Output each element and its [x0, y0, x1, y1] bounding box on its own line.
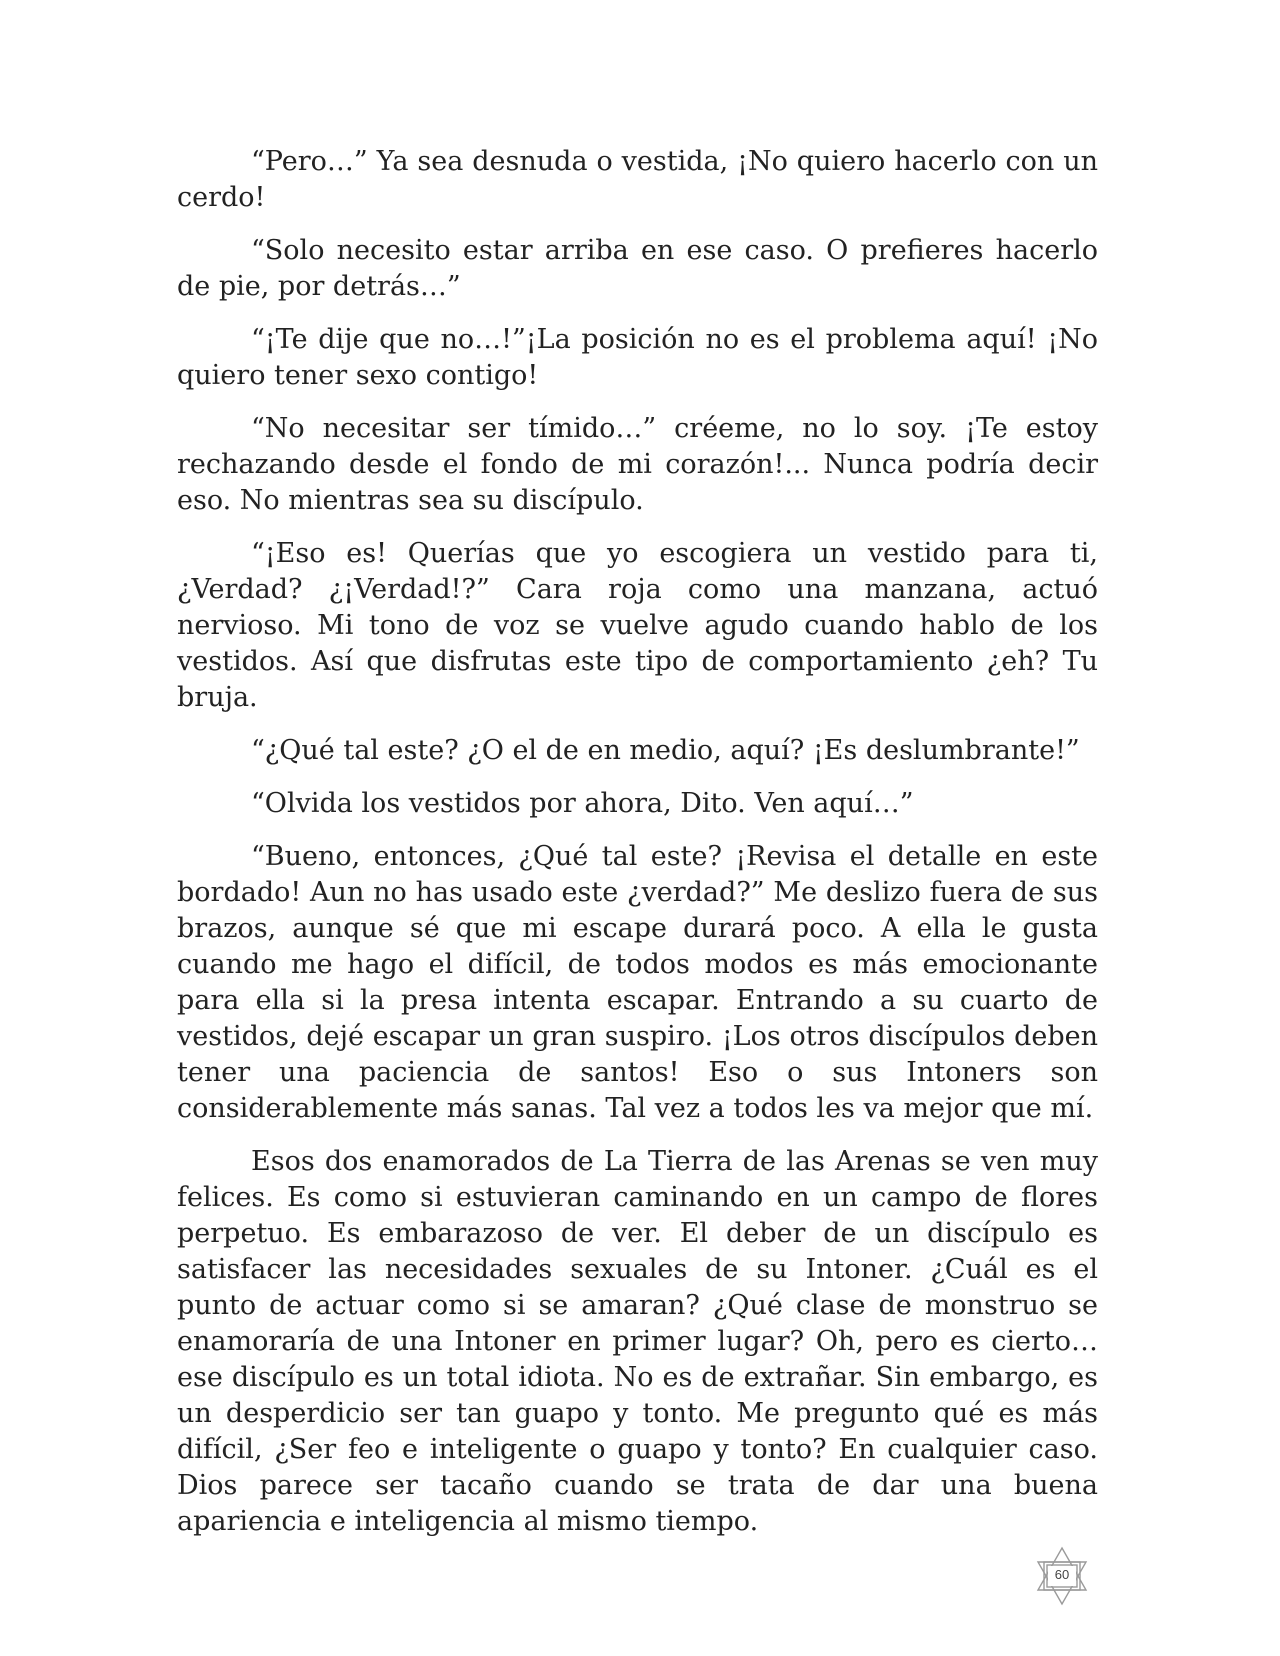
page-number: 60 [1054, 1567, 1070, 1582]
paragraph-1: “Pero…” Ya sea desnuda o vestida, ¡No quiero hacerlo con un cerdo! [177, 146, 1098, 213]
paragraph-9: Esos dos enamorados de La Tierra de las Arenas se ven muy felices. Es como si estuvieran caminando en un campo de flores perpetuo. Es embarazoso de ver. El deber de un discípulo es satisfacer las necesidades sexuales de su Intoner. ¿Cuál es el punto de actuar como si se amaran? ¿Qué clase de monstruo se enamoraría de una Intoner en primer lugar? Oh, pero es cierto… ese discípulo es un total idiota. No es de extrañar. Sin embargo, es un desperdicio ser tan guapo y tonto. Me pregunto qué es más difícil, ¿Ser feo e inteligente o guapo y tonto? En cualquier caso. Dios parece ser tacaño cuando se trata de dar una buena apariencia e inteligencia al mismo tiempo. [177, 1146, 1098, 1537]
paragraph-2: “Solo necesito estar arriba en ese caso. O prefieres hacerlo de pie, por detrás…” [177, 235, 1098, 302]
paragraph-4: “No necesitar ser tímido…” créeme, no lo soy. ¡Te estoy rechazando desde el fondo de mi corazón!... Nunca podría decir eso. No mientras sea su discípulo. [177, 413, 1098, 516]
body-text [177, 144, 1098, 1557]
paragraph-7: “Olvida los vestidos por ahora, Dito. Ven aquí…” [251, 788, 914, 819]
paragraph-3: “¡Te dije que no…!”¡La posición no es el problema aquí! ¡No quiero tener sexo contigo! [177, 324, 1098, 391]
paragraph-6: “¿Qué tal este? ¿O el de en medio, aquí? ¡Es deslumbrante!” [251, 735, 1080, 766]
page-number-badge [1031, 1545, 1093, 1607]
paragraph-8: “Bueno, entonces, ¿Qué tal este? ¡Revisa el detalle en este bordado! Aun no has usado este ¿verdad?” Me deslizo fuera de sus brazos, aunque sé que mi escape durará poco. A ella le gusta cuando me hago el difícil, de todos modos es más emocionante para ella si la presa intenta escapar. Entrando a su cuarto de vestidos, dejé escapar un gran suspiro. ¡Los otros discípulos deben tener una paciencia de santos! Eso o sus Intoners son considerablemente más sanas. Tal vez a todos les va mejor que mí. [177, 841, 1098, 1124]
paragraph-5: “¡Eso es! Querías que yo escogiera un vestido para ti, ¿Verdad? ¿¡Verdad!?” Cara roja como una manzana, actuó nervioso. Mi tono de voz se vuelve agudo cuando hablo de los vestidos. Así que disfrutas este tipo de comportamiento ¿eh? Tu bruja. [177, 538, 1098, 713]
